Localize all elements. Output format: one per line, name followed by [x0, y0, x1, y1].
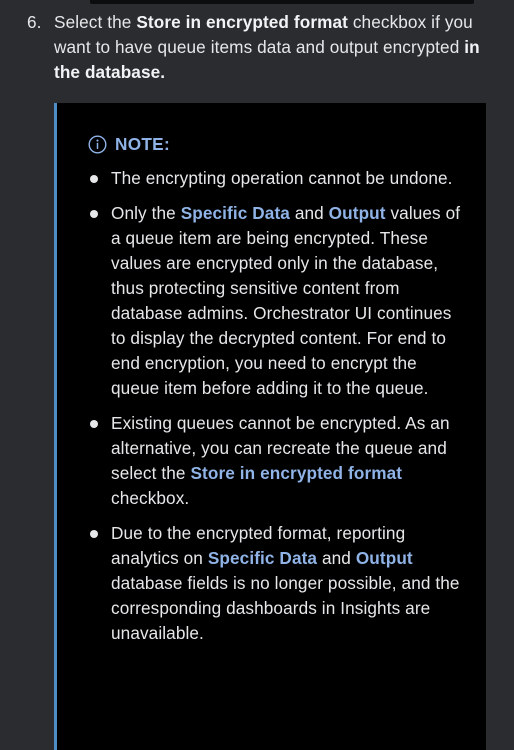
top-panel-edge: [90, 0, 474, 4]
step-number: 6.: [27, 12, 42, 32]
bullet: [90, 175, 98, 183]
list-item-text: Only the: [111, 203, 181, 223]
step-bold-location: in the database.: [54, 37, 480, 82]
step-bold-checkbox-name: Store in encrypted format: [136, 12, 348, 32]
note-header: [88, 133, 170, 155]
highlight-term: Output: [355, 548, 413, 568]
highlight-term: Store in encrypted format: [190, 463, 403, 483]
highlight-term: Output: [328, 203, 386, 223]
list-item: [111, 166, 461, 191]
list-item-text: Due to the encrypted format, reporting analytics on: [111, 523, 406, 568]
bullet: [90, 420, 98, 428]
list-item: [111, 201, 461, 401]
list-item-text: and: [289, 203, 329, 223]
step-text-part: checkbox if you want to have queue items data and output encrypted: [54, 12, 473, 57]
note-callout: [54, 103, 486, 750]
list-item-text: database fields is no longer possible, and the corresponding dashboards in Insights are unavailable.: [111, 573, 460, 643]
list-item-text: The encrypting operation cannot be undone.: [111, 168, 453, 188]
list-item-text: and: [317, 548, 356, 568]
step-text: [54, 10, 489, 85]
highlight-term: Specific Data: [207, 548, 318, 568]
bullet: [90, 210, 98, 218]
highlight-term: Specific Data: [180, 203, 290, 223]
step-text-part: Select the: [54, 12, 137, 32]
list-item-text: Existing queues cannot be encrypted. As an alternative, you can recreate the queue and select the: [111, 413, 450, 483]
list-item-text: values of a queue item are being encrypted. These values are encrypted only in the database, thus protecting sensitive content from database admins. Orchestrator UI continues to display the decrypted content. For end to end encryption, you need to encrypt the queue item before adding it to the queue.: [111, 203, 461, 398]
note-title: NOTE:: [115, 133, 170, 154]
bullet: [90, 530, 98, 538]
list-item-text: checkbox.: [111, 488, 190, 508]
list-item: [111, 521, 461, 646]
list-item: [111, 411, 461, 511]
info-circle-icon: [88, 135, 107, 154]
note-list: [111, 166, 461, 656]
